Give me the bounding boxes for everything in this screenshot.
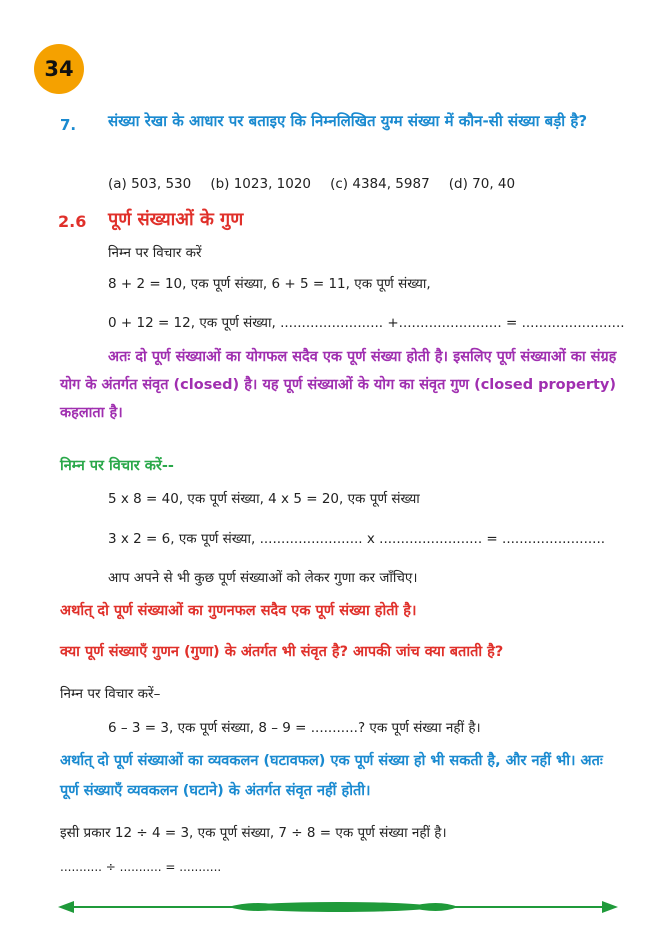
page-number-badge xyxy=(34,44,84,94)
decorative-divider xyxy=(58,896,618,918)
option-c: (c) 4384, 5987 xyxy=(330,176,430,192)
section-title: पूर्ण संख्याओं के गुण xyxy=(108,209,244,230)
multiplication-activity: आप अपने से भी कुछ पूर्ण संख्याओं को लेकर गुणा कर जाँचिए। xyxy=(108,570,418,586)
multiplication-conclusion: अर्थात् दो पूर्ण संख्याओं का गुणनफल सदैव एक पूर्ण संख्या होती है। xyxy=(60,603,417,619)
question-options xyxy=(108,173,529,192)
multiplication-example-2: 3 x 2 = 6, एक पूर्ण संख्या, ........................ x ........................ = ........................ xyxy=(108,531,606,547)
addition-intro: निम्न पर विचार करें xyxy=(108,245,202,261)
subtraction-intro: निम्न पर विचार करें– xyxy=(60,686,161,702)
subtraction-conclusion: अर्थात् दो पूर्ण संख्याओं का व्यवकलन (घटावफल) एक पूर्ण संख्या हो भी सकती है, और नहीं भी। अतः पूर्ण संख्याएँ व्यवकलन (घटाने) के अंतर्गत संवृत नहीं होती। xyxy=(60,753,603,799)
option-b: (b) 1023, 1020 xyxy=(210,176,312,192)
section-number: 2.6 xyxy=(58,212,87,231)
option-d: (d) 70, 40 xyxy=(448,176,516,192)
addition-example-1: 8 + 2 = 10, एक पूर्ण संख्या, 6 + 5 = 11, एक पूर्ण संख्या, xyxy=(108,276,431,292)
division-blank: ........... ÷ ........... = ........... xyxy=(60,860,222,874)
option-a: (a) 503, 530 xyxy=(108,176,192,192)
question-text: संख्या रेखा के आधार पर बताइए कि निम्नलिखित युग्म संख्या में कौन-सी संख्या बड़ी है? xyxy=(108,112,588,130)
multiplication-example-1: 5 x 8 = 40, एक पूर्ण संख्या, 4 x 5 = 20, एक पूर्ण संख्या xyxy=(108,491,420,507)
division-example: इसी प्रकार 12 ÷ 4 = 3, एक पूर्ण संख्या, 7 ÷ 8 = एक पूर्ण संख्या नहीं है। xyxy=(60,825,447,841)
subtraction-example: 6 – 3 = 3, एक पूर्ण संख्या, 8 – 9 = ...........? एक पूर्ण संख्या नहीं है। xyxy=(108,720,481,736)
multiplication-intro: निम्न पर विचार करें-- xyxy=(60,458,174,474)
page-number: 34 xyxy=(44,57,74,81)
question-number: 7. xyxy=(60,116,77,134)
multiplication-question: क्या पूर्ण संख्याएँ गुणन (गुणा) के अंतर्गत भी संवृत है? आपकी जांच क्या बताती है? xyxy=(60,644,504,660)
addition-example-2: 0 + 12 = 12, एक पूर्ण संख्या, ........................ +........................ = ........................ xyxy=(108,315,625,331)
addition-conclusion: अतः दो पूर्ण संख्याओं का योगफल सदैव एक पूर्ण संख्या होती है। इसलिए पूर्ण संख्याओं का संग्रह योग के अंतर्गत संवृत (closed) है। यह पूर्ण संख्याओं के योग का संवृत गुण (closed property) कहलाता है। xyxy=(60,349,617,421)
